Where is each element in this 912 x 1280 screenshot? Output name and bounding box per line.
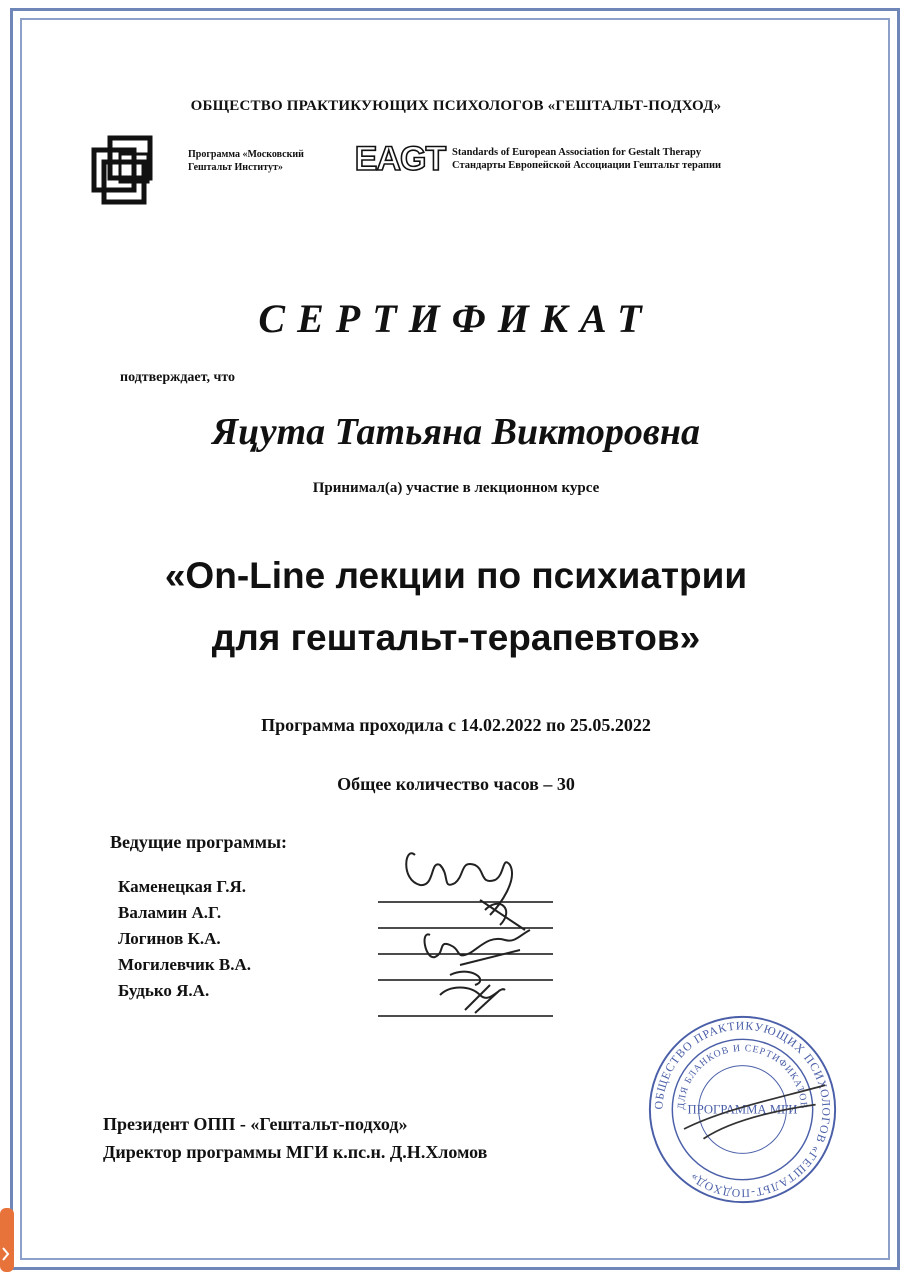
leader-name: Будько Я.А. bbox=[118, 981, 210, 1000]
eagt-logo-icon bbox=[350, 137, 450, 177]
certificate-title: СЕРТИФИКАТ bbox=[258, 296, 654, 341]
president-signature-block bbox=[103, 1110, 487, 1166]
program-director-title: Директор программы МГИ к.пс.н. Д.Н.Хломов bbox=[103, 1142, 488, 1162]
president-title: Президент ОПП - «Гештальт-подход» bbox=[103, 1114, 408, 1134]
course-title bbox=[0, 545, 912, 669]
mgi-logo-icon bbox=[88, 132, 168, 212]
participation-text: Принимал(а) участие в лекционном курсе bbox=[312, 480, 600, 496]
confirms-text: подтверждает, что bbox=[120, 370, 236, 385]
eagt-standards-text bbox=[452, 146, 721, 172]
stamp-inner-text: ДЛЯ БЛАНКОВ И СЕРТИФИКАТОВ bbox=[675, 1042, 810, 1110]
leaders-signatures bbox=[380, 835, 580, 1025]
mgi-line-2: Гештальт Институт» bbox=[188, 162, 283, 173]
eagt-logo-text: EAGT bbox=[354, 140, 446, 177]
eagt-line-2: Стандарты Европейской Ассоциации Гештальт терапии bbox=[452, 160, 722, 171]
corner-edge-icon bbox=[0, 1208, 22, 1272]
mgi-line-1: Программа «Московский bbox=[188, 149, 304, 160]
leader-name: Могилевчик В.А. bbox=[118, 955, 251, 974]
leaders-label: Ведущие программы: bbox=[110, 832, 288, 852]
recipient-name: Яцута Татьяна Викторовна bbox=[211, 411, 700, 453]
stamp-outer-text: ОБЩЕСТВО ПРАКТИКУЮЩИХ ПСИХОЛОГОВ «ГЕШТАЛЬТ-ПОДХОД» bbox=[652, 1019, 833, 1200]
leaders-list bbox=[118, 874, 251, 1004]
program-period: Программа проходила с 14.02.2022 по 25.05.2022 bbox=[261, 715, 651, 735]
course-title-line-1: «On-Line лекции по психиатрии bbox=[164, 555, 748, 596]
organization-title: ОБЩЕСТВО ПРАКТИКУЮЩИХ ПСИХОЛОГОВ «ГЕШТАЛЬТ-ПОДХОД» bbox=[190, 98, 722, 114]
total-hours: Общее количество часов – 30 bbox=[337, 774, 575, 794]
course-title-line-2: для гештальт-терапевтов» bbox=[211, 617, 701, 658]
leader-name: Каменецкая Г.Я. bbox=[118, 877, 247, 896]
eagt-line-1: Standards of European Association for Gestalt Therapy bbox=[452, 147, 702, 158]
official-stamp-icon bbox=[645, 1012, 840, 1207]
leader-name: Логинов К.А. bbox=[118, 929, 221, 948]
leader-name: Валамин А.Г. bbox=[118, 903, 222, 922]
mgi-program-text bbox=[188, 148, 304, 174]
stamp-center-text: ПРОГРАММА МГИ bbox=[687, 1102, 798, 1117]
svg-text:ДЛЯ БЛАНКОВ И СЕРТИФИКАТОВ bbox=[676, 1043, 809, 1110]
